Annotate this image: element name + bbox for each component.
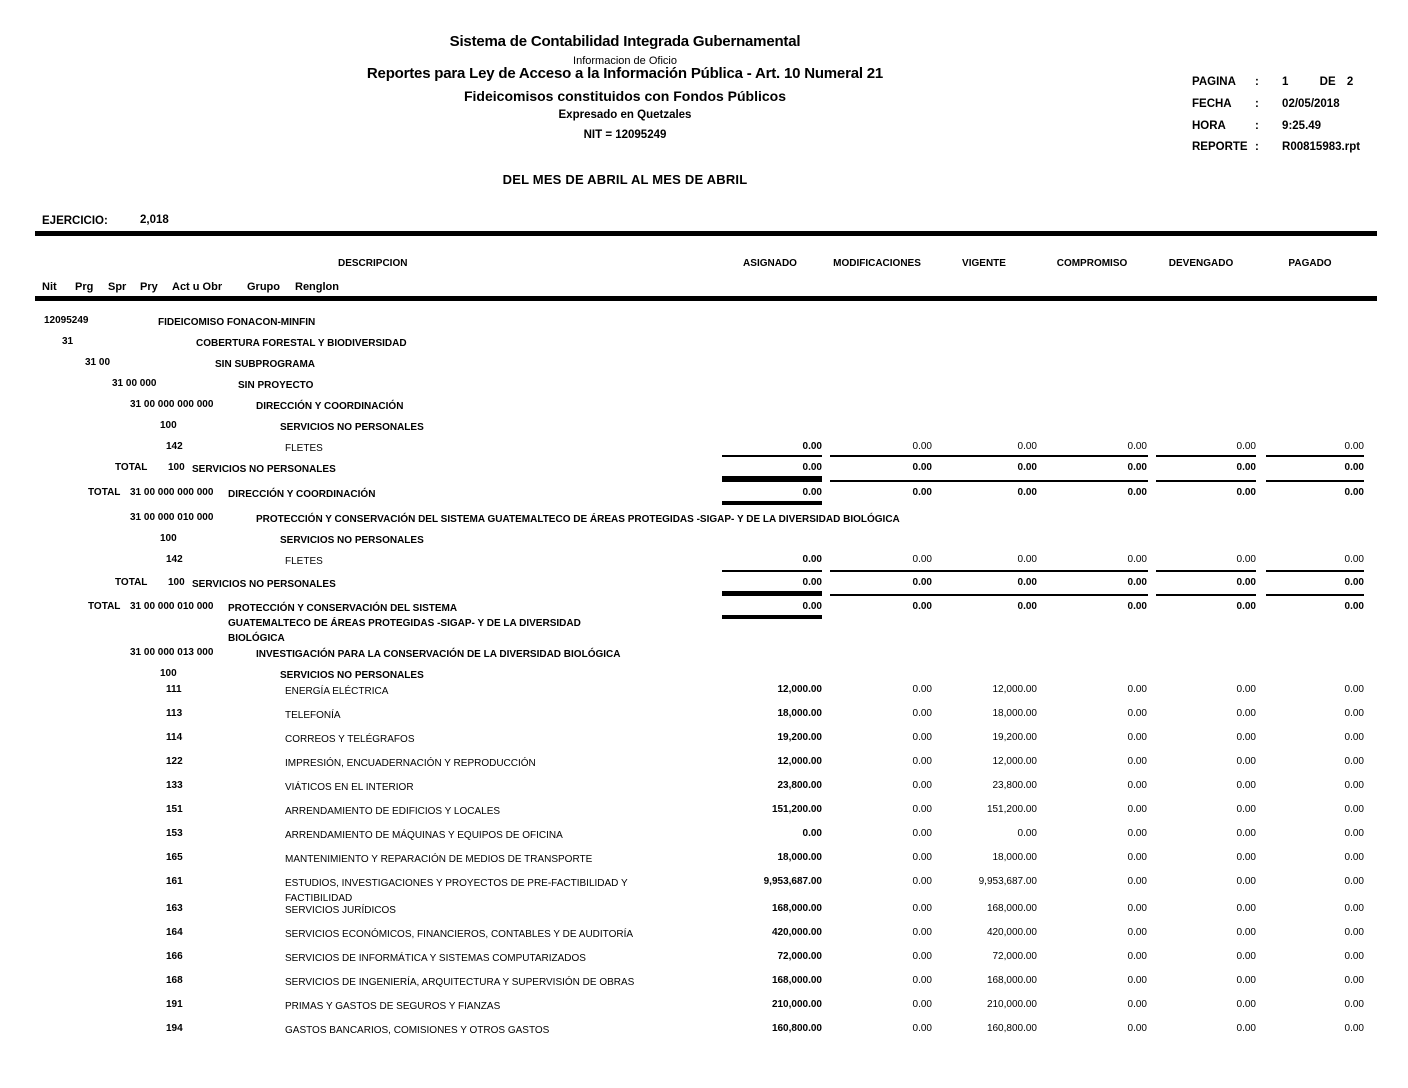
cell-compromiso: 0.00	[1127, 876, 1147, 887]
cell-devengado: 0.00	[1236, 462, 1256, 473]
cell-asignado: 0.00	[802, 554, 822, 565]
cell-asignado: 0.00	[802, 487, 822, 498]
row-code: 122	[166, 756, 183, 767]
cell-vigente: 23,800.00	[992, 780, 1037, 791]
cell-devengado: 0.00	[1236, 876, 1256, 887]
cell-compromiso: 0.00	[1127, 951, 1147, 962]
cell-devengado: 0.00	[1236, 708, 1256, 719]
code-header-prg: Prg	[75, 281, 94, 293]
table-row	[0, 336, 1408, 350]
cell-pagado: 0.00	[1344, 927, 1364, 938]
total-rule-segment	[830, 570, 1148, 572]
cell-modificaciones: 0.00	[912, 804, 932, 815]
hora-label: HORA	[1192, 120, 1226, 132]
cell-vigente: 12,000.00	[992, 684, 1037, 695]
cell-asignado: 0.00	[802, 462, 822, 473]
row-code: 142	[166, 554, 183, 565]
cell-vigente: 72,000.00	[992, 951, 1037, 962]
ejercicio-value: 2,018	[140, 214, 169, 226]
row-code: 100	[160, 420, 177, 431]
cell-modificaciones: 0.00	[912, 876, 932, 887]
cell-asignado: 18,000.00	[777, 852, 822, 863]
row-description: PROTECCIÓN Y CONSERVACIÓN DEL SISTEMA GUATEMALTECO DE ÁREAS PROTEGIDAS -SIGAP- Y DE LA DIVERSIDAD BIOLÓGICA	[228, 603, 581, 644]
cell-devengado: 0.00	[1236, 975, 1256, 986]
total-label: TOTAL	[88, 601, 121, 612]
cell-pagado: 0.00	[1344, 487, 1364, 498]
cell-devengado: 0.00	[1236, 1023, 1256, 1034]
cell-devengado: 0.00	[1236, 999, 1256, 1010]
table-row	[0, 999, 1408, 1013]
meta-fecha: FECHA : 02/05/2018	[1192, 98, 1340, 110]
table-total-row	[0, 487, 1408, 501]
cell-pagado: 0.00	[1344, 1023, 1364, 1034]
cell-compromiso: 0.00	[1127, 804, 1147, 815]
cell-pagado: 0.00	[1344, 756, 1364, 767]
cell-compromiso: 0.00	[1127, 732, 1147, 743]
code-header-act-u-obr: Act u Obr	[172, 281, 223, 293]
row-description: DIRECCIÓN Y COORDINACIÓN	[256, 401, 404, 412]
table-total-row	[0, 577, 1408, 591]
row-code: 100	[168, 462, 185, 473]
row-code: 194	[166, 1023, 183, 1034]
cell-vigente: 210,000.00	[986, 999, 1037, 1010]
cell-compromiso: 0.00	[1127, 1023, 1147, 1034]
cell-compromiso: 0.00	[1127, 554, 1147, 565]
top-rule	[35, 231, 1377, 236]
cell-compromiso: 0.00	[1127, 577, 1147, 588]
cell-devengado: 0.00	[1236, 684, 1256, 695]
cell-devengado: 0.00	[1236, 756, 1256, 767]
row-code: 31 00	[85, 357, 111, 368]
row-code: 100	[160, 533, 177, 544]
cell-compromiso: 0.00	[1127, 708, 1147, 719]
cell-pagado: 0.00	[1344, 577, 1364, 588]
code-header-renglon: Renglon	[295, 281, 339, 293]
cell-modificaciones: 0.00	[912, 1023, 932, 1034]
row-code: 133	[166, 780, 183, 791]
total-label: TOTAL	[115, 577, 148, 588]
subtitle-informacion-de-oficio: Informacion de Oficio	[573, 55, 677, 67]
table-row	[0, 756, 1408, 770]
row-description: ENERGÍA ELÉCTRICA	[285, 686, 389, 697]
total-rule-segment	[722, 480, 822, 482]
cell-compromiso: 0.00	[1127, 601, 1147, 612]
meta-reporte: REPORTE : R00815983.rpt	[1192, 141, 1361, 153]
row-description: SERVICIOS NO PERSONALES	[192, 579, 336, 590]
row-description: SERVICIOS JURÍDICOS	[285, 905, 396, 916]
cell-asignado: 9,953,687.00	[763, 876, 822, 887]
row-description: SERVICIOS ECONÓMICOS, FINANCIEROS, CONTABLES Y DE AUDITORÍA	[285, 929, 634, 940]
row-description: VIÁTICOS EN EL INTERIOR	[285, 782, 414, 793]
pagina-label: PAGINA	[1192, 76, 1236, 88]
row-description: SERVICIOS NO PERSONALES	[192, 464, 336, 475]
cell-pagado: 0.00	[1344, 462, 1364, 473]
row-description: PROTECCIÓN Y CONSERVACIÓN DEL SISTEMA GUATEMALTECO DE ÁREAS PROTEGIDAS -SIGAP- Y DE LA DIVERSIDAD BIOLÓGICA	[256, 514, 900, 525]
cell-asignado: 12,000.00	[777, 756, 822, 767]
column-header-devengado: DEVENGADO	[1168, 258, 1234, 269]
cell-vigente: 0.00	[1017, 828, 1037, 839]
table-row	[0, 732, 1408, 746]
cell-pagado: 0.00	[1344, 999, 1364, 1010]
reporte-label: REPORTE	[1192, 141, 1248, 153]
pagina-de: DE	[1319, 76, 1336, 88]
cell-devengado: 0.00	[1236, 828, 1256, 839]
column-header-modificaciones: MODIFICACIONES	[833, 258, 921, 269]
cell-asignado: 160,800.00	[771, 1023, 822, 1034]
cell-pagado: 0.00	[1344, 780, 1364, 791]
table-row	[0, 852, 1408, 866]
cell-modificaciones: 0.00	[912, 852, 932, 863]
table-row	[0, 780, 1408, 794]
cell-asignado: 420,000.00	[771, 927, 822, 938]
row-description: PRIMAS Y GASTOS DE SEGUROS Y FIANZAS	[285, 1001, 501, 1012]
fecha-label: FECHA	[1192, 98, 1232, 110]
cell-modificaciones: 0.00	[912, 732, 932, 743]
code-header-spr: Spr	[108, 281, 127, 293]
cell-vigente: 0.00	[1017, 441, 1037, 452]
total-rule-segment	[722, 570, 822, 572]
cell-pagado: 0.00	[1344, 903, 1364, 914]
row-code: 31 00 000 000 000	[130, 487, 214, 498]
total-underline-bar	[722, 501, 822, 505]
cell-modificaciones: 0.00	[912, 927, 932, 938]
table-row	[0, 441, 1408, 455]
column-header-compromiso: COMPROMISO	[1056, 258, 1128, 269]
cell-vigente: 420,000.00	[986, 927, 1037, 938]
table-row	[0, 420, 1408, 434]
table-row	[0, 708, 1408, 722]
table-row	[0, 315, 1408, 329]
row-description: GASTOS BANCARIOS, COMISIONES Y OTROS GASTOS	[285, 1025, 550, 1036]
row-code: 31 00 000	[112, 378, 157, 389]
total-underline-bar	[722, 615, 822, 619]
cell-devengado: 0.00	[1236, 441, 1256, 452]
cell-devengado: 0.00	[1236, 951, 1256, 962]
row-code: 100	[160, 668, 177, 679]
table-row	[0, 1023, 1408, 1037]
table-total-row	[0, 462, 1408, 476]
cell-devengado: 0.00	[1236, 852, 1256, 863]
total-rule-segment	[830, 480, 1148, 482]
row-code: 164	[166, 927, 183, 938]
cell-asignado: 0.00	[802, 601, 822, 612]
row-description: SIN SUBPROGRAMA	[215, 359, 316, 370]
total-rule-segment	[1266, 455, 1364, 457]
currency-note: Expresado en Quetzales	[558, 109, 692, 121]
cell-vigente: 0.00	[1017, 462, 1037, 473]
table-row	[0, 554, 1408, 568]
period-line: DEL MES DE ABRIL AL MES DE ABRIL	[502, 172, 748, 187]
cell-asignado: 72,000.00	[777, 951, 822, 962]
cell-vigente: 0.00	[1017, 577, 1037, 588]
cell-vigente: 0.00	[1017, 601, 1037, 612]
total-rule-segment	[1266, 594, 1364, 596]
cell-pagado: 0.00	[1344, 441, 1364, 452]
row-description: SERVICIOS NO PERSONALES	[280, 422, 424, 433]
row-description: SERVICIOS DE INGENIERÍA, ARQUITECTURA Y SUPERVISIÓN DE OBRAS	[285, 977, 635, 988]
cell-compromiso: 0.00	[1127, 756, 1147, 767]
cell-asignado: 0.00	[802, 441, 822, 452]
cell-devengado: 0.00	[1236, 577, 1256, 588]
column-header-vigente: VIGENTE	[962, 258, 1006, 269]
cell-vigente: 168,000.00	[986, 903, 1037, 914]
cell-pagado: 0.00	[1344, 804, 1364, 815]
table-row	[0, 533, 1408, 547]
row-code: 142	[166, 441, 183, 452]
row-description: ARRENDAMIENTO DE MÁQUINAS Y EQUIPOS DE OFICINA	[285, 830, 563, 841]
nit-value: NIT = 12095249	[583, 129, 667, 141]
row-code: 12095249	[44, 315, 89, 326]
total-rule-segment	[1156, 570, 1256, 572]
row-description: ARRENDAMIENTO DE EDIFICIOS Y LOCALES	[285, 806, 501, 817]
cell-asignado: 19,200.00	[777, 732, 822, 743]
row-code: 113	[166, 708, 183, 719]
row-description: SIN PROYECTO	[238, 380, 314, 391]
cell-compromiso: 0.00	[1127, 828, 1147, 839]
row-description: ESTUDIOS, INVESTIGACIONES Y PROYECTOS DE PRE-FACTIBILIDAD Y FACTIBILIDAD	[285, 878, 628, 904]
cell-vigente: 18,000.00	[992, 708, 1037, 719]
meta-pagina: PAGINA : 1 DE 2	[1192, 76, 1354, 88]
column-header-asignado: ASIGNADO	[743, 258, 797, 269]
code-header-grupo: Grupo	[247, 281, 280, 293]
cell-pagado: 0.00	[1344, 876, 1364, 887]
meta-hora: HORA : 9:25.49	[1192, 120, 1322, 132]
descripcion-header: DESCRIPCION	[338, 258, 408, 269]
row-code: 31	[62, 336, 74, 347]
row-description: SERVICIOS NO PERSONALES	[280, 535, 424, 546]
cell-pagado: 0.00	[1344, 732, 1364, 743]
row-code: 165	[166, 852, 183, 863]
row-code: 114	[166, 732, 183, 743]
hora-value: 9:25.49	[1282, 120, 1322, 132]
total-rule-segment	[830, 594, 1148, 596]
cell-modificaciones: 0.00	[912, 999, 932, 1010]
total-rule-segment	[830, 455, 1148, 457]
row-description: DIRECCIÓN Y COORDINACIÓN	[228, 489, 376, 500]
cell-vigente: 151,200.00	[986, 804, 1037, 815]
total-rule-segment	[1266, 570, 1364, 572]
row-description: INVESTIGACIÓN PARA LA CONSERVACIÓN DE LA DIVERSIDAD BIOLÓGICA	[256, 649, 621, 660]
table-row	[0, 903, 1408, 917]
table-row	[0, 876, 1408, 904]
cell-vigente: 12,000.00	[992, 756, 1037, 767]
cell-asignado: 12,000.00	[777, 684, 822, 695]
total-rule-segment	[1156, 594, 1256, 596]
reporte-value: R00815983.rpt	[1282, 141, 1361, 153]
row-description: MANTENIMIENTO Y REPARACIÓN DE MEDIOS DE TRANSPORTE	[285, 854, 593, 865]
cell-compromiso: 0.00	[1127, 999, 1147, 1010]
cell-modificaciones: 0.00	[912, 601, 932, 612]
table-row	[0, 668, 1408, 682]
row-code: 191	[166, 999, 183, 1010]
row-description: COBERTURA FORESTAL Y BIODIVERSIDAD	[196, 338, 407, 349]
row-description: TELEFONÍA	[285, 710, 341, 721]
row-code: 111	[166, 684, 182, 695]
cell-pagado: 0.00	[1344, 951, 1364, 962]
cell-modificaciones: 0.00	[912, 951, 932, 962]
table-row	[0, 378, 1408, 392]
cell-devengado: 0.00	[1236, 601, 1256, 612]
cell-asignado: 0.00	[802, 577, 822, 588]
cell-devengado: 0.00	[1236, 487, 1256, 498]
header-rule	[35, 296, 1377, 301]
cell-modificaciones: 0.00	[912, 462, 932, 473]
row-description: FLETES	[285, 443, 323, 454]
table-row	[0, 399, 1408, 413]
cell-pagado: 0.00	[1344, 601, 1364, 612]
table-row	[0, 951, 1408, 965]
table-row	[0, 975, 1408, 989]
cell-asignado: 168,000.00	[771, 975, 822, 986]
cell-pagado: 0.00	[1344, 828, 1364, 839]
row-description: SERVICIOS DE INFORMÁTICA Y SISTEMAS COMPUTARIZADOS	[285, 953, 586, 964]
cell-devengado: 0.00	[1236, 554, 1256, 565]
cell-modificaciones: 0.00	[912, 975, 932, 986]
cell-compromiso: 0.00	[1127, 441, 1147, 452]
cell-modificaciones: 0.00	[912, 903, 932, 914]
cell-pagado: 0.00	[1344, 708, 1364, 719]
row-code: 168	[166, 975, 183, 986]
table-row	[0, 647, 1408, 661]
column-header-pagado: PAGADO	[1288, 258, 1332, 269]
table-row	[0, 684, 1408, 698]
cell-compromiso: 0.00	[1127, 852, 1147, 863]
page-title: Sistema de Contabilidad Integrada Gubernamental	[449, 33, 801, 50]
total-label: TOTAL	[115, 462, 148, 473]
total-label: TOTAL	[88, 487, 121, 498]
row-description: FIDEICOMISO FONACON-MINFIN	[158, 317, 316, 328]
cell-compromiso: 0.00	[1127, 462, 1147, 473]
subtitle-fideicomisos: Fideicomisos constituidos con Fondos Públicos	[463, 88, 787, 104]
cell-compromiso: 0.00	[1127, 780, 1147, 791]
fecha-value: 02/05/2018	[1282, 98, 1340, 110]
row-code: 31 00 000 013 000	[130, 647, 214, 658]
cell-vigente: 160,800.00	[986, 1023, 1037, 1034]
row-code: 31 00 000 010 000	[130, 512, 214, 523]
row-code: 161	[166, 876, 183, 887]
cell-modificaciones: 0.00	[912, 780, 932, 791]
total-rule-segment	[1156, 455, 1256, 457]
cell-compromiso: 0.00	[1127, 487, 1147, 498]
row-description: CORREOS Y TELÉGRAFOS	[285, 734, 415, 745]
cell-pagado: 0.00	[1344, 554, 1364, 565]
row-code: 151	[166, 804, 183, 815]
cell-pagado: 0.00	[1344, 852, 1364, 863]
cell-vigente: 168,000.00	[986, 975, 1037, 986]
cell-devengado: 0.00	[1236, 804, 1256, 815]
table-row	[0, 828, 1408, 842]
row-code: 163	[166, 903, 183, 914]
cell-pagado: 0.00	[1344, 684, 1364, 695]
cell-vigente: 0.00	[1017, 487, 1037, 498]
cell-modificaciones: 0.00	[912, 708, 932, 719]
cell-modificaciones: 0.00	[912, 441, 932, 452]
cell-pagado: 0.00	[1344, 975, 1364, 986]
row-description: SERVICIOS NO PERSONALES	[280, 670, 424, 681]
cell-devengado: 0.00	[1236, 780, 1256, 791]
cell-asignado: 151,200.00	[771, 804, 822, 815]
total-rule-segment	[722, 594, 822, 596]
code-header-pry: Pry	[140, 281, 158, 293]
cell-asignado: 23,800.00	[777, 780, 822, 791]
subtitle-ley-acceso: Reportes para Ley de Acceso a la Información Pública - Art. 10 Numeral 21	[366, 65, 884, 82]
cell-devengado: 0.00	[1236, 903, 1256, 914]
table-total-row	[0, 601, 1408, 644]
cell-asignado: 0.00	[802, 828, 822, 839]
total-rule-segment	[1156, 480, 1256, 482]
cell-vigente: 9,953,687.00	[978, 876, 1037, 887]
ejercicio-label: EJERCICIO:	[42, 215, 108, 227]
total-rule-segment	[722, 455, 822, 457]
table-row	[0, 927, 1408, 941]
row-code: 100	[168, 577, 185, 588]
cell-modificaciones: 0.00	[912, 684, 932, 695]
cell-vigente: 18,000.00	[992, 852, 1037, 863]
table-row	[0, 804, 1408, 818]
cell-modificaciones: 0.00	[912, 756, 932, 767]
row-description: FLETES	[285, 556, 323, 567]
row-code: 31 00 000 000 000	[130, 399, 214, 410]
row-code: 153	[166, 828, 183, 839]
code-header-nit: Nit	[42, 281, 57, 293]
cell-compromiso: 0.00	[1127, 927, 1147, 938]
table-row	[0, 357, 1408, 371]
cell-asignado: 18,000.00	[777, 708, 822, 719]
cell-compromiso: 0.00	[1127, 975, 1147, 986]
row-code: 31 00 000 010 000	[130, 601, 214, 612]
cell-asignado: 168,000.00	[771, 903, 822, 914]
pagina-value: 1	[1282, 76, 1289, 88]
cell-modificaciones: 0.00	[912, 554, 932, 565]
cell-asignado: 210,000.00	[771, 999, 822, 1010]
cell-vigente: 0.00	[1017, 554, 1037, 565]
cell-vigente: 19,200.00	[992, 732, 1037, 743]
table-row	[0, 512, 1408, 526]
pagina-total: 2	[1346, 76, 1354, 88]
cell-devengado: 0.00	[1236, 927, 1256, 938]
cell-modificaciones: 0.00	[912, 828, 932, 839]
total-rule-segment	[1266, 480, 1364, 482]
cell-modificaciones: 0.00	[912, 577, 932, 588]
cell-compromiso: 0.00	[1127, 903, 1147, 914]
row-description: IMPRESIÓN, ENCUADERNACIÓN Y REPRODUCCIÓN	[285, 758, 536, 769]
cell-compromiso: 0.00	[1127, 684, 1147, 695]
row-code: 166	[166, 951, 183, 962]
cell-modificaciones: 0.00	[912, 487, 932, 498]
cell-devengado: 0.00	[1236, 732, 1256, 743]
